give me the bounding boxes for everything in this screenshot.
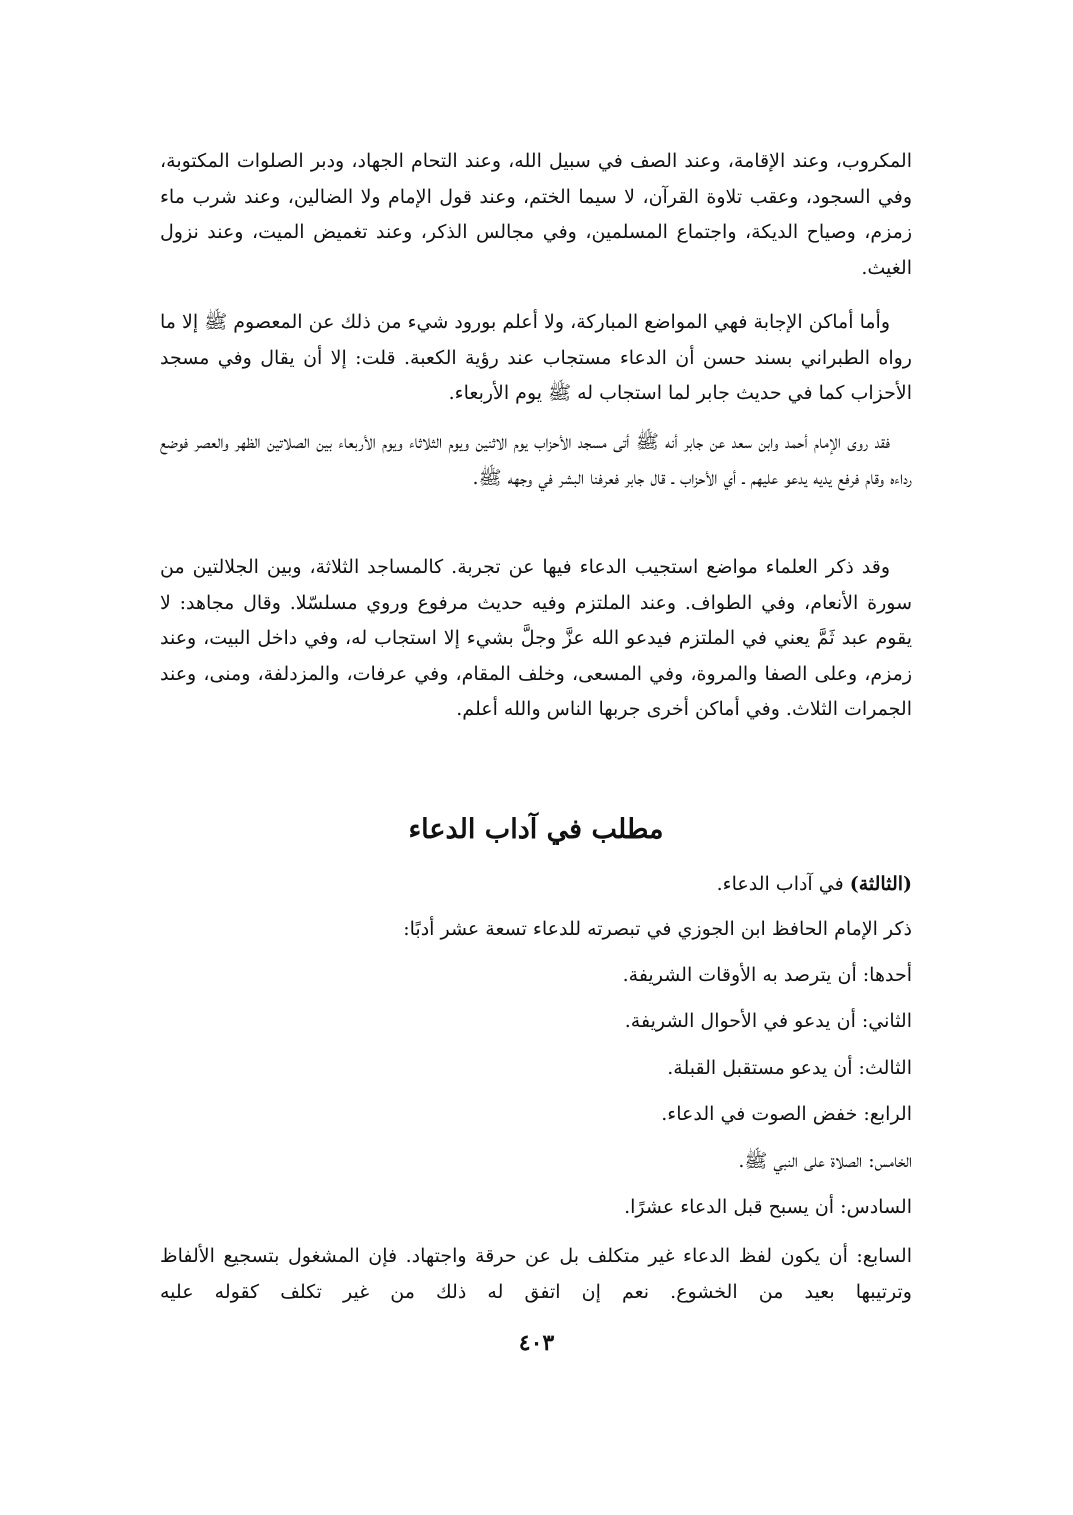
page-number: ٤٠٣ [518, 1330, 555, 1356]
paragraph-text: فقد روى الإمام أحمد وابن سعد عن جابر أنه ﷺ أتى مسجد الأحزاب يوم الاثنين ويوم الثلاثاء ويوم الأربعاء بين الصلاتين الظهر والعصر فوضع رداءه وقام فرفع يديه يدعو عليهم ـ أي الأحزاب ـ قال جابر فعرفنا البشر في وجهه ﷺ. [160, 431, 912, 489]
list-item: الرابع: خفض الصوت في الدعاء. [661, 1103, 912, 1125]
paragraph-places-of-answer [160, 305, 912, 412]
list-intro [160, 869, 912, 899]
list-intro-text: في آداب الدعاء. [716, 873, 850, 895]
list-item: الخامس: الصلاة على النبي ﷺ. [738, 1150, 912, 1172]
paragraph-ahzab-hadith [160, 425, 912, 496]
list-item: السادس: أن يسبح قبل الدعاء عشرًا. [624, 1196, 912, 1218]
paragraph-text: وقد ذكر العلماء مواضع استجيب الدعاء فيها عن تجربة. كالمساجد الثلاثة، وبين الجلالتين من سورة الأنعام، وفي الطواف. وعند الملتزم وفيه حديث مرفوع وروي مسلسّلا. وقال مجاهد: لا يقوم عبد ثَمَّ يعني في الملتزم فيدعو الله عزَّ وجلَّ بشيء إلا استجاب له، وفي داخل البيت، وعند زمزم، وعلى الصفا والمروة، وفي المسعى، وخلف المقام، وفي عرفات، والمزدلفة، ومنى، وعند الجمرات الثلاث. وفي أماكن أخرى جربها الناس والله أعلم. [160, 556, 912, 720]
list-item: أحدها: أن يترصد به الأوقات الشريفة. [622, 964, 912, 986]
paragraph-tested-places [160, 550, 912, 728]
paragraph-seventh-etiquette: السابع: أن يكون لفظ الدعاء غير متكلف بل عن حرقة واجتهاد. فإن المشغول بتسجيع الألفاظ وترتيبها بعيد من الخشوع. نعم إن اتفق له ذلك من غير تكلف كقوله عليه [160, 1245, 912, 1303]
paragraph-text: وأما أماكن الإجابة فهي المواضع المباركة، ولا أعلم بورود شيء من ذلك عن المعصوم ﷺ إلا ما رواه الطبراني بسند حسن أن الدعاء مستجاب عند رؤية الكعبة. قلت: إلا أن يقال وفي مسجد الأحزاب كما في حديث جابر لما استجاب له ﷺ يوم الأربعاء. [160, 311, 912, 404]
list-item: الثاني: أن يدعو في الأحوال الشريفة. [624, 1010, 912, 1032]
list-lead: ذكر الإمام الحافظ ابن الجوزي في تبصرته للدعاء تسعة عشر أدبًا: [403, 918, 912, 940]
list-intro-label: (الثالثة) [849, 873, 912, 895]
list-item: الثالث: أن يدعو مستقبل القبلة. [667, 1057, 912, 1079]
paragraph-text: المكروب، وعند الإقامة، وعند الصف في سبيل الله، وعند التحام الجهاد، ودبر الصلوات المكتوبة، وفي السجود، وعقب تلاوة القرآن، لا سيما الختم، وعند قول الإمام ولا الضالين، وعند شرب ماء زمزم، وصياح الديكة، واجتماع المسلمين، وفي مجالس الذكر، وعند تغميض الميت، وعند نزول الغيث. [160, 150, 912, 279]
section-heading: مطلب في آداب الدعاء [408, 814, 664, 845]
paragraph-occasions-continued [160, 144, 912, 286]
